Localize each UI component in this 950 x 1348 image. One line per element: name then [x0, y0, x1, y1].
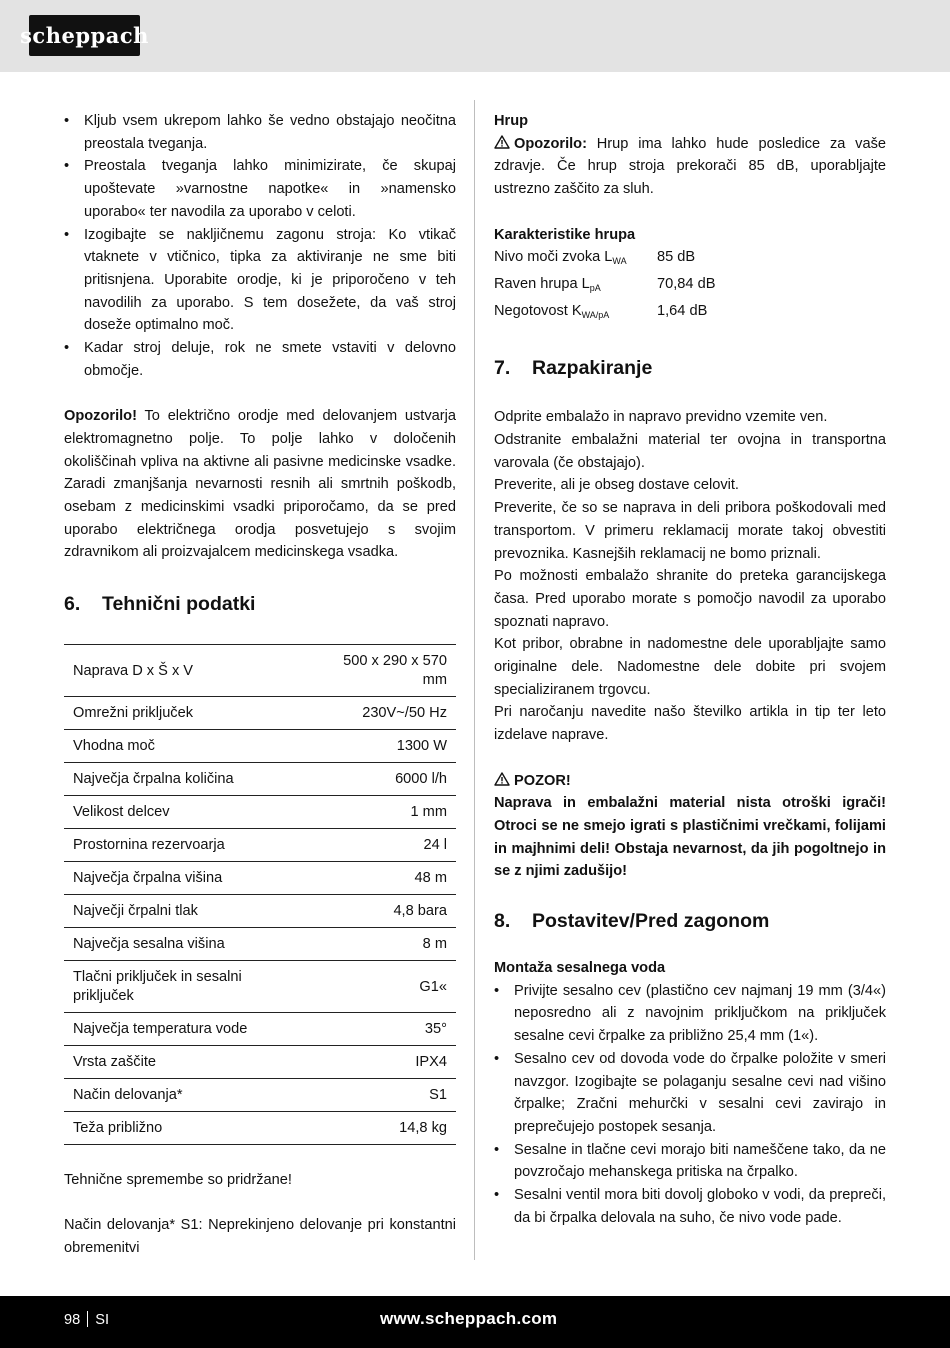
table-row — [64, 763, 456, 796]
spec-value: 1 mm — [410, 804, 447, 821]
section-number: 7. — [494, 357, 511, 380]
noise-value: 1,64 dB — [657, 302, 708, 319]
table-row — [64, 928, 456, 961]
spec-value: 48 m — [414, 870, 447, 887]
list-item: • Preostala tveganja lahko minimizirate, če skupaj upoštevate »varnostne napotke« in »namensko uporabo« ter navodila za uporabo v celoti. — [64, 155, 456, 223]
list-item: • Kadar stroj deluje, rok ne smete vstaviti v delovno območje. — [64, 337, 456, 382]
caution-label: POZOR! — [514, 772, 571, 789]
caution-text: Naprava in embalažni material nista otroški igrači! Otroci se ne smejo igrati s plastičnimi vrečkami, folijami in majhnimi deli! Obstaja nevarnost, da jih pogoltnejo in se z njimi zadušijo! — [494, 795, 886, 880]
table-row — [64, 829, 456, 862]
list-item: • Sesalni ventil mora biti dovolj globoko v vodi, da prepreči, da bi črpalka delovala na suho, če nivo vode pade. — [494, 1184, 886, 1229]
assembly-bullet-list — [494, 980, 886, 1230]
table-row — [64, 895, 456, 928]
section-number: 8. — [494, 910, 511, 933]
section-title: Tehnični podatki — [102, 593, 256, 616]
spec-label: Velikost delcev — [73, 804, 170, 821]
noise-value: 70,84 dB — [657, 275, 716, 292]
risk-bullet-list — [64, 110, 456, 382]
noise-label: Nivo moči zvoka $L_{WA}$ — [494, 249, 627, 267]
noise-row — [494, 273, 886, 300]
table-row — [64, 862, 456, 895]
paragraph: Kot pribor, obrabne in nadomestne dele uporabljajte samo originalne dele. Nadomestne dele dobite pri svojem specializiranem trgovcu. — [494, 636, 886, 698]
spec-label: Način delovanja* — [73, 1087, 183, 1104]
list-item: • Izogibajte se nakljičnemu zagonu stroja: Ko vtikač vtaknete v vtičnico, tipka za aktiviranje ne sme biti pritisnjena. Uporabite orodje, ki je priporočeno v teh navodilih za uporabo. S tem dosežete, da vaš stroj doseže optimalno moč. — [64, 224, 456, 338]
technical-data-table — [64, 644, 456, 1145]
footer-separator — [87, 1311, 88, 1327]
spec-label: Največja sesalna višina — [73, 936, 225, 953]
paragraph: Preverite, ali je obseg dostave celovit. — [494, 477, 739, 494]
noise-label: Negotovost $K_{WA/pA}$ — [494, 302, 610, 320]
spec-label: Tlačni priključek in sesalni priključek — [73, 969, 242, 1005]
spec-value: 1300 W — [396, 738, 447, 755]
spec-label: Največja črpalna višina — [73, 870, 223, 887]
spec-value: 6000 l/h — [395, 771, 447, 788]
noise-warning-text: Hrup ima lahko hude posledice za vaše zdravje. Če hrup stroja prekorači 85 dB, uporabljajte ustrezno zaščito za sluh. — [494, 135, 886, 198]
spec-value: 500 x 290 x 570 mm — [343, 653, 447, 689]
spec-value: S1 — [429, 1087, 447, 1104]
spec-value: 4,8 bara — [393, 903, 447, 920]
warning-text: To električno orodje med delovanjem ustvarja elektromagnetno polje. To polje lahko v določenih okoliščinah vpliva na aktivne ali pasivne medicinske vsadke. Zaradi zmanjšanja nevarnosti resnih ali smrtnih poškodb, osebam z medicinskimi vsadki priporočamo, da se pred uporabo električnega orodja posvetujejo s svojim zdravnikom ali proizvajalcem medicinskega vsadka. — [64, 408, 456, 561]
table-row — [64, 1046, 456, 1079]
left-column — [64, 110, 456, 1260]
noise-heading: Hrup — [494, 113, 529, 129]
spec-value: 35° — [424, 1021, 447, 1038]
spec-label: Prostornina rezervoarja — [73, 837, 225, 854]
noise-characteristics-heading: Karakteristike hrupa — [494, 226, 636, 243]
page-footer — [0, 1296, 950, 1348]
spec-value: 14,8 kg — [399, 1120, 447, 1137]
spec-label: Teža približno — [73, 1120, 163, 1137]
table-row — [64, 697, 456, 730]
language-code: SI — [95, 1312, 110, 1328]
noise-row — [494, 246, 886, 273]
spec-label: Največji črpalni tlak — [73, 903, 198, 920]
spec-value: 8 m — [422, 936, 447, 953]
scheppach-logo: scheppach — [29, 15, 140, 56]
spec-value: G1« — [419, 978, 447, 995]
section-title: Postavitev/Pred zagonom — [532, 910, 770, 933]
table-row — [64, 1079, 456, 1112]
table-row — [64, 1013, 456, 1046]
noise-warning-paragraph — [494, 133, 886, 201]
table-row — [64, 1112, 456, 1145]
noise-row — [494, 300, 886, 327]
section-title: Razpakiranje — [532, 357, 653, 380]
warning-label: Opozorilo! — [64, 408, 137, 425]
caution-heading — [494, 770, 886, 793]
website-url: www.scheppach.com — [380, 1309, 558, 1328]
spec-label: Največja črpalna količina — [73, 771, 234, 788]
list-item: • Sesalno cev od dovoda vode do črpalke položite v smeri navzgor. Izogibajte se polaganju sesalne cevi nad višino črpalke; Zračni mehurčki v sesalni cevi zavirajo in preprečujejo postopek sesanja. — [494, 1048, 886, 1139]
spec-label: Vrsta zaščite — [73, 1054, 156, 1071]
noise-value: 85 dB — [657, 249, 696, 266]
column-divider — [474, 100, 475, 1260]
technical-changes-note: Tehnične spremembe so pridržane! — [64, 1172, 292, 1189]
spec-label: Omrežni priključek — [73, 705, 194, 722]
noise-label: Raven hrupa $L_{pA}$ — [494, 275, 601, 293]
table-row — [64, 796, 456, 829]
spec-label: Vhodna moč — [73, 738, 155, 755]
page-header — [0, 0, 950, 72]
spec-value: 24 l — [423, 837, 447, 854]
paragraph: Po možnosti embalažo shranite do preteka garancijskega časa. Pred uporabo morate s pomočjo navodil za uporabo spoznati napravo. — [494, 568, 886, 630]
spec-value: 230V~/50 Hz — [362, 705, 447, 722]
section-heading-6 — [64, 590, 456, 618]
section-number: 6. — [64, 593, 81, 616]
list-item: • Privijte sesalno cev (plastično cev najmanj 19 mm (3/4«) neposredno ali z navojnim priključkom na priključek sesalne cevi črpalke za približno 25,4 mm (1«). — [494, 980, 886, 1048]
table-row — [64, 730, 456, 763]
paragraph: Preverite, če so se naprava in deli pribora poškodovali med transportom. V primeru reklamacij morate takoj obvestiti prevoznika. Kasnejših reklamacij ne bomo priznali. — [494, 500, 886, 562]
paragraph: Pri naročanju navedite našo številko artikla in tip ter leto izdelave naprave. — [494, 704, 886, 744]
list-item: • Kljub vsem ukrepom lahko še vedno obstajajo neočitna preostala tveganja. — [64, 110, 456, 155]
table-row — [64, 961, 456, 1013]
spec-label: Največja temperatura vode — [73, 1021, 248, 1038]
spec-value: IPX4 — [415, 1054, 447, 1071]
assembly-heading: Montaža sesalnega voda — [494, 960, 666, 977]
section-heading-7 — [494, 354, 886, 382]
paragraph: Odstranite embalažni material ter ovojna in transportna varovala (če obstajajo). — [494, 432, 886, 471]
warning-triangle-icon — [494, 135, 510, 149]
table-row — [64, 645, 456, 697]
operating-mode-note: Način delovanja* S1: Neprekinjeno delovanje pri konstantni obremenitvi — [64, 1217, 456, 1257]
noise-warning-label: Opozorilo: — [514, 135, 587, 152]
page-number: 98 SI — [64, 1312, 110, 1328]
right-column — [494, 110, 886, 1230]
section-heading-8 — [494, 907, 886, 935]
warning-triangle-icon — [494, 772, 510, 786]
list-item: • Sesalne in tlačne cevi morajo biti nameščene tako, da ne povzročajo mehanskega pritiska na črpalko. — [494, 1139, 886, 1184]
emf-warning-paragraph — [64, 405, 456, 564]
spec-label: Naprava D x Š x V — [73, 662, 194, 679]
paragraph: Odprite embalažo in napravo previdno vzemite ven. — [494, 409, 828, 426]
